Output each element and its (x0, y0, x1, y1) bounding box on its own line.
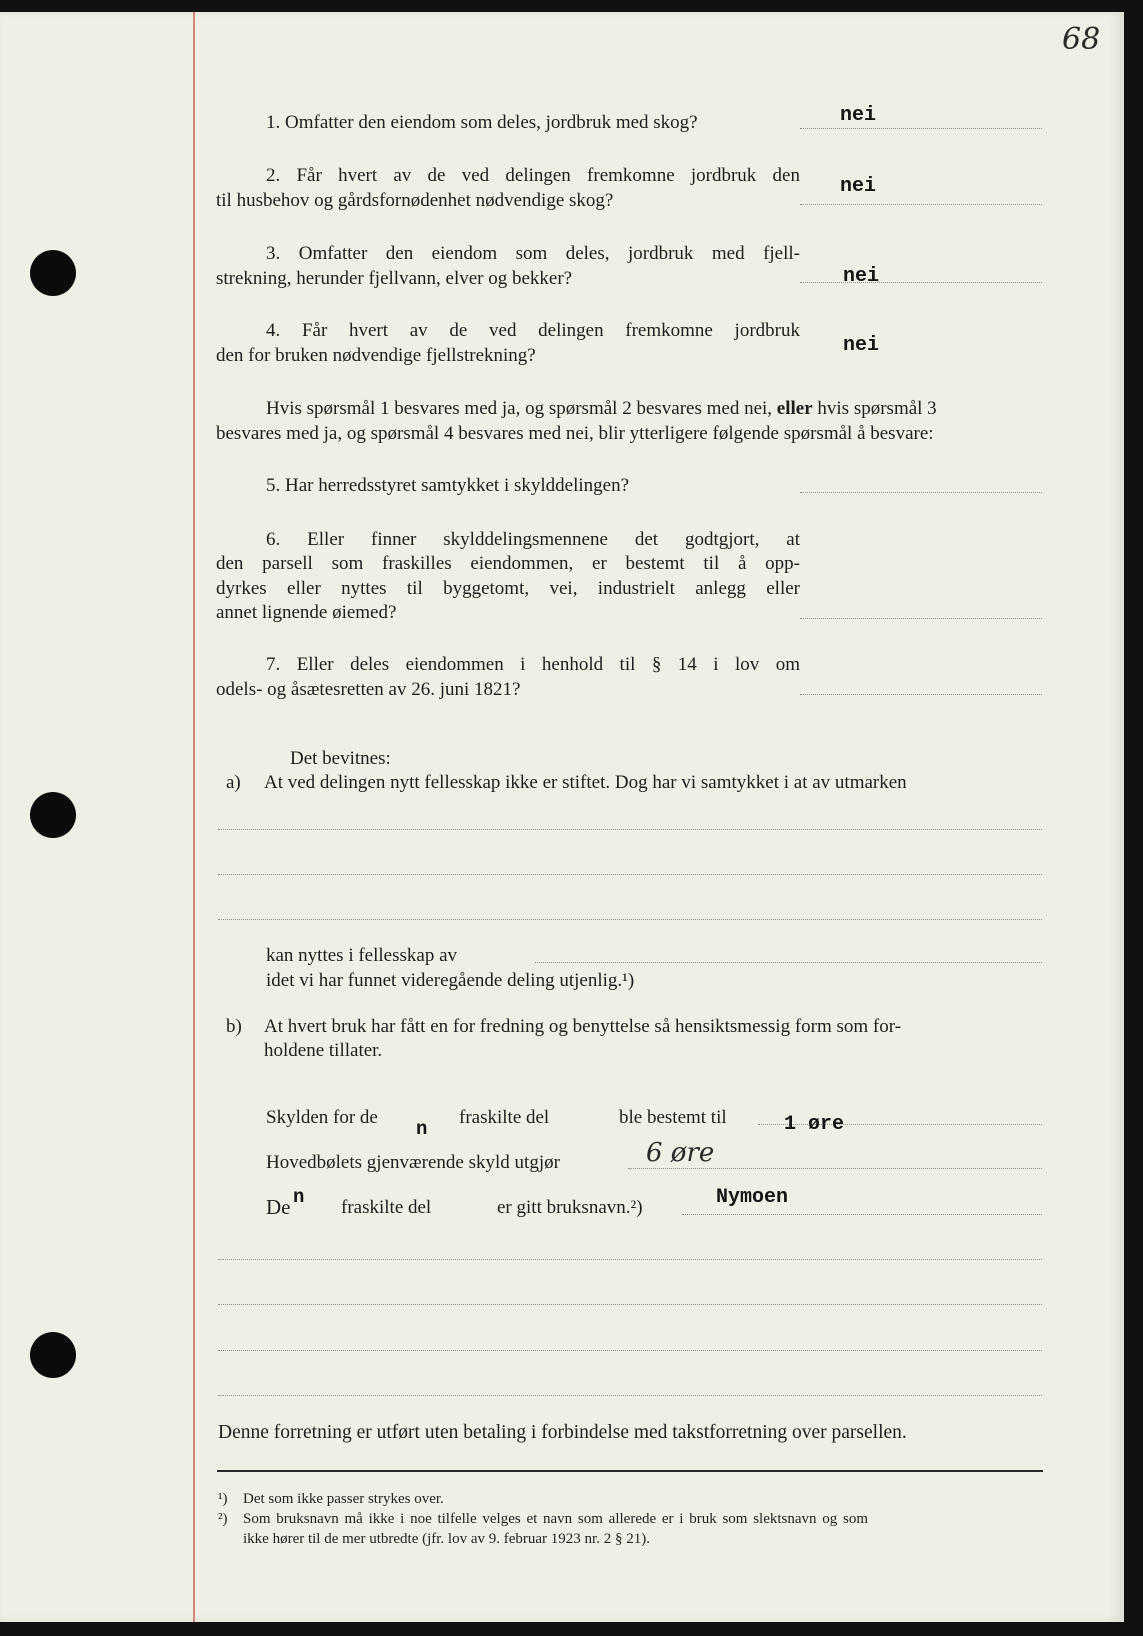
fill-line (218, 874, 1042, 875)
question-4-line-2: den for bruken nødvendige fjellstrekning? (216, 345, 536, 366)
answer-line (800, 204, 1042, 205)
question-5: 5. Har herredsstyret samtykket i skylddelingen? (266, 475, 630, 496)
fill-line (218, 1350, 1042, 1351)
footnote-1: Det som ikke passer strykes over. (243, 1491, 444, 1507)
answer-line (800, 282, 1042, 283)
skyld-value-1: 1 øre (784, 1113, 845, 1136)
skyld-fill-3: n (293, 1186, 305, 1208)
question-4-line-1: 4. Får hvert av de ved delingen fremkomne jordbruk (266, 320, 800, 341)
skyld-label-2: Hovedbølets gjenværende skyld utgjør (266, 1152, 560, 1173)
punch-hole (30, 1332, 76, 1378)
fill-line (218, 1395, 1042, 1396)
footnote-2-mark: ²) (218, 1511, 228, 1527)
skyld-fill-1: n (416, 1118, 428, 1140)
fill-line (628, 1168, 1042, 1169)
payment-note: Denne forretning er utført uten betaling i forbindelse med takstforretning over parsellen. (218, 1422, 907, 1443)
instruction-part: Hvis spørsmål 1 besvares med ja, og spørsmål 2 besvares med nei, (266, 398, 773, 419)
fill-line (218, 829, 1042, 830)
answer-1: nei (840, 104, 877, 127)
punch-hole (30, 792, 76, 838)
skyld-label-3b: fraskilte del (341, 1197, 432, 1218)
fill-line (682, 1214, 1042, 1215)
question-6-line-2: den parsell som fraskilles eiendommen, er bestemt til å opp- (216, 553, 800, 574)
attest-heading: Det bevitnes: (290, 748, 391, 769)
question-7-line-1: 7. Eller deles eiendommen i henhold til § 14 i lov om (266, 654, 800, 675)
answer-line (800, 492, 1042, 493)
attest-b-line-2: holdene tillater. (264, 1040, 383, 1061)
fill-line (218, 1304, 1042, 1305)
page-number: 68 (1062, 22, 1101, 57)
fill-line (218, 919, 1042, 920)
answer-2: nei (840, 175, 877, 198)
answer-line (800, 128, 1042, 129)
instruction-line-1 (266, 396, 937, 421)
footnote-2-line-2: ikke hører til de mer utbredte (jfr. lov av 9. februar 1923 nr. 2 § 21). (243, 1531, 650, 1547)
skyld-value-2: 6 øre (646, 1138, 715, 1168)
skyld-value-3: Nymoen (716, 1186, 789, 1209)
attest-b-label: b) (226, 1016, 242, 1037)
instruction-bold: eller (776, 398, 813, 419)
question-6-line-1: 6. Eller finner skylddelingsmennene det godtgjort, at (266, 529, 800, 550)
question-1: 1. Omfatter den eiendom som deles, jordbruk med skog? (266, 112, 698, 133)
question-2-line-1: 2. Får hvert av de ved delingen fremkomne jordbruk den (266, 165, 800, 186)
question-3-line-2: strekning, herunder fjellvann, elver og bekker? (216, 268, 573, 289)
footnote-1-mark: ¹) (218, 1491, 228, 1507)
question-6-line-4: annet lignende øiemed? (216, 602, 397, 623)
fill-line (535, 962, 1042, 963)
answer-line (800, 694, 1042, 695)
question-6-line-3: dyrkes eller nyttes til byggetomt, vei, industrielt anlegg eller (216, 578, 800, 599)
answer-3: nei (843, 265, 880, 288)
margin-line (193, 12, 195, 1622)
attest-b-line-1: At hvert bruk har fått en for fredning og benyttelse så hensiktsmessig form som for- (264, 1016, 902, 1037)
fill-line (218, 1259, 1042, 1260)
answer-line (800, 618, 1042, 619)
instruction-line-2: besvares med ja, og spørsmål 4 besvares med nei, blir ytterligere følgende spørsmål å besvare: (216, 423, 934, 444)
attest-a-text: At ved delingen nytt fellesskap ikke er stiftet. Dog har vi samtykket i at av utmarken (264, 772, 907, 793)
question-7-line-2: odels- og åsætesretten av 26. juni 1821? (216, 679, 521, 700)
skyld-label-1c: ble bestemt til (619, 1107, 727, 1128)
punch-hole (30, 250, 76, 296)
question-3-line-1: 3. Omfatter den eiendom som deles, jordbruk med fjell- (266, 243, 800, 264)
footnote-rule (217, 1470, 1043, 1472)
attest-a-cont-1: kan nyttes i fellesskap av (266, 945, 458, 966)
skyld-label-1: Skylden for de (266, 1107, 378, 1128)
attest-a-cont-2: idet vi har funnet videregående deling utjenlig.¹) (266, 970, 635, 991)
answer-4: nei (843, 334, 880, 357)
question-2-line-2: til husbehov og gårdsfornødenhet nødvendige skog? (216, 190, 614, 211)
footnote-2-line-1: Som bruksnavn må ikke i noe tilfelle velges et navn som allerede er i bruk som slektsnavn og som (243, 1511, 869, 1527)
skyld-label-1b: fraskilte del (459, 1107, 550, 1128)
skyld-label-3: De (266, 1195, 291, 1219)
instruction-part: hvis spørsmål 3 (817, 398, 937, 419)
skyld-label-3c: er gitt bruksnavn.²) (497, 1197, 643, 1218)
attest-a-label: a) (226, 772, 241, 793)
